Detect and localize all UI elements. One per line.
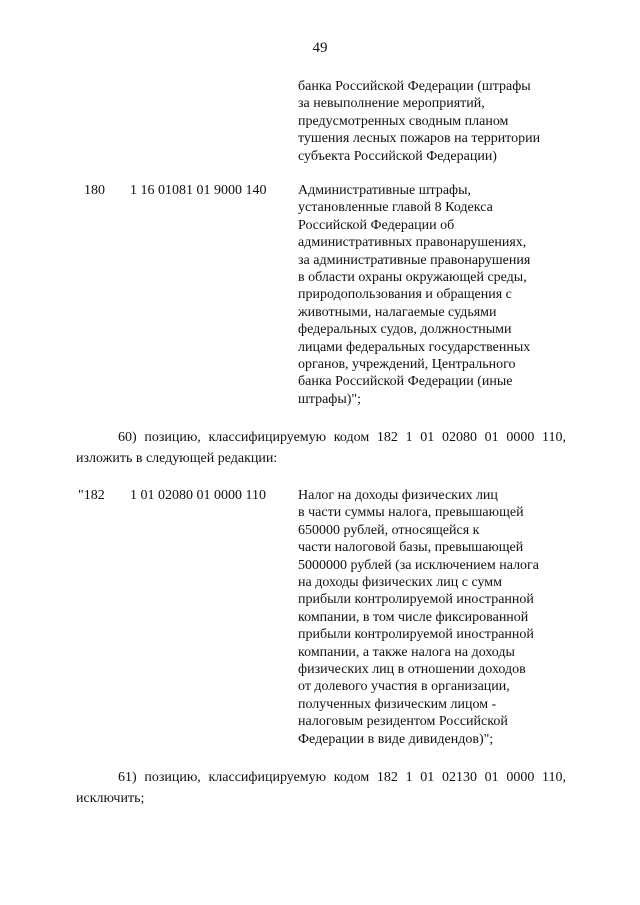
description-line: субъекта Российской Федерации)	[298, 148, 497, 164]
description-line: на доходы физических лиц с сумм	[298, 575, 503, 591]
page-number: 49	[312, 40, 328, 56]
kbk-code-1-16-01081: 1 16 01081 01 9000 140	[130, 183, 267, 198]
description-line: части налоговой базы, превышающей	[298, 540, 524, 556]
description-line: Налог на доходы физических лиц	[298, 488, 498, 503]
description-line: в области охраны окружающей среды,	[298, 270, 527, 286]
description-line: компании, а также налога на доходы	[298, 644, 515, 660]
description-line: физических лиц в отношении доходов	[298, 662, 526, 678]
description-line: тушения лесных пожаров на территории	[298, 131, 541, 147]
description-line: от долевого участия в организации,	[298, 679, 510, 695]
paragraph-61-line-2: исключить;	[76, 791, 145, 806]
description-line: полученных физическим лицом -	[298, 696, 497, 712]
description-line: установленные главой 8 Кодекса	[298, 200, 493, 216]
description-line: животными, налагаемые судьями	[298, 304, 497, 320]
paragraph-61	[76, 767, 566, 809]
description-line: банка Российской Федерации (штрафы	[298, 79, 531, 94]
description-line: 650000 рублей, относящейся к	[298, 522, 480, 538]
description-line: за невыполнение мероприятий,	[298, 96, 485, 112]
description-line: Административные штрафы,	[298, 183, 472, 198]
description-line: в части суммы налога, превышающей	[298, 505, 524, 521]
description-line: лицами федеральных государственных	[298, 339, 531, 355]
description-line: за административные правонарушения	[298, 252, 531, 268]
description-line: органов, учреждений, Центрального	[298, 357, 516, 373]
admin-code-182: "182	[78, 488, 105, 503]
kbk-code-1-01-02080: 1 01 02080 01 0000 110	[130, 488, 266, 503]
description-line: предусмотренных сводным планом	[298, 113, 509, 129]
paragraph-60-line-2: изложить в следующей редакции:	[76, 451, 278, 466]
description-line: компании, в том числе фиксированной	[298, 609, 529, 625]
description-line: налоговым резидентом Российской	[298, 714, 508, 730]
description-line: федеральных судов, должностными	[298, 322, 512, 338]
table-row-continuation-description	[298, 78, 540, 165]
admin-code-180: 180	[84, 183, 105, 198]
description-line: 5000000 рублей (за исключением налога	[298, 557, 540, 573]
description-admin-fines	[298, 182, 530, 408]
description-line: Российской Федерации об	[298, 217, 455, 233]
description-line: прибыли контролируемой иностранной	[298, 627, 534, 643]
description-line: Федерации в виде дивидендов)";	[298, 731, 494, 747]
description-personal-income-tax	[298, 487, 539, 748]
paragraph-60	[76, 427, 566, 469]
description-line: прибыли контролируемой иностранной	[298, 592, 534, 608]
description-line: природопользования и обращения с	[298, 287, 512, 303]
paragraph-60-line-1: 60) позицию, классифицируемую кодом 182 1 01 02080 01 0000 110,	[118, 430, 566, 445]
description-line: административных правонарушениях,	[298, 235, 527, 251]
description-line: штрафы)";	[298, 391, 362, 407]
paragraph-61-line-1: 61) позицию, классифицируемую кодом 182 1 01 02130 01 0000 110,	[118, 770, 566, 785]
description-line: банка Российской Федерации (иные	[298, 374, 513, 390]
